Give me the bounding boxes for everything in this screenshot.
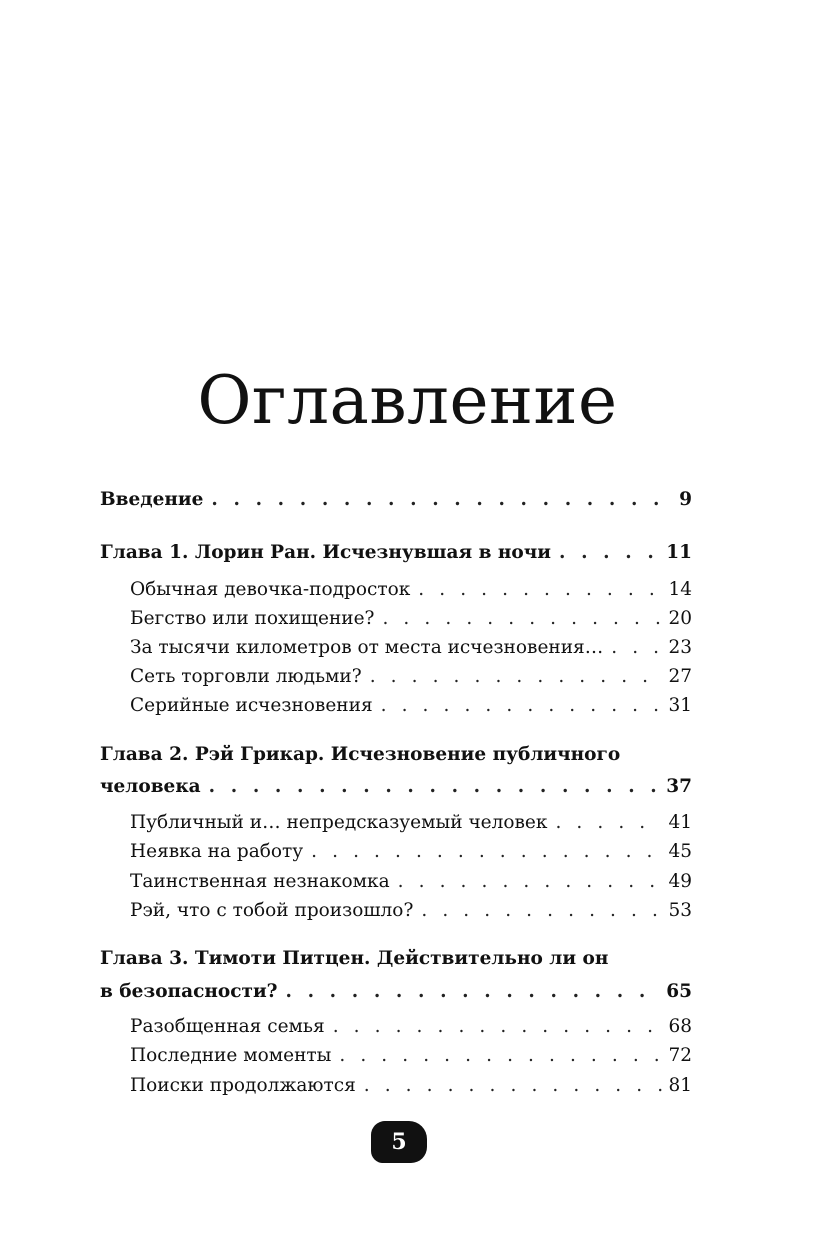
toc-page-number: 45	[668, 841, 692, 862]
toc-page-number: 41	[668, 812, 692, 833]
toc-entry-label: За тысячи километров от места исчезновения…	[130, 637, 604, 658]
leader-dots	[286, 980, 661, 1004]
leader-dots	[611, 636, 662, 660]
toc-subentry[interactable]	[130, 607, 692, 631]
leader-dots	[364, 1074, 663, 1098]
toc-entry-label: Обычная девочка-подросток	[130, 579, 411, 600]
toc-entry-label: Таинственная незнакомка	[130, 871, 390, 892]
toc-subentry[interactable]	[130, 1015, 692, 1039]
toc-entry-label: Разобщенная семья	[130, 1016, 325, 1037]
toc-subentry[interactable]	[130, 811, 692, 835]
leader-dots	[311, 840, 662, 864]
toc-page-number: 31	[668, 695, 692, 716]
toc-entry-chapter-2[interactable]	[100, 775, 692, 799]
toc-page-number: 20	[668, 608, 692, 629]
toc-subentry[interactable]	[130, 840, 692, 864]
leader-dots	[559, 541, 660, 565]
toc-page-number: 9	[679, 489, 692, 510]
leader-dots	[382, 607, 662, 631]
toc-entry-label: в безопасности?	[100, 981, 278, 1002]
toc-page-number: 68	[668, 1016, 692, 1037]
toc-page-number: 65	[666, 981, 692, 1002]
toc-subentry[interactable]	[130, 665, 692, 689]
leader-dots	[418, 578, 662, 602]
leader-dots	[333, 1015, 663, 1039]
toc-entry-label: Введение	[100, 489, 204, 510]
leader-dots	[370, 665, 663, 689]
toc-entry-label: Бегство или похищение?	[130, 608, 375, 629]
leader-dots	[211, 488, 664, 512]
leader-dots	[398, 870, 663, 894]
toc-subentry[interactable]	[130, 1044, 692, 1068]
leader-dots	[421, 899, 662, 923]
toc-page-number: 81	[668, 1075, 692, 1096]
toc-entry-label: Рэй, что с тобой произошло?	[130, 900, 414, 921]
toc-page-number: 23	[668, 637, 692, 658]
toc-entry-label: Поиски продолжаются	[130, 1075, 356, 1096]
toc-page-number: 11	[666, 542, 692, 563]
toc-entry-intro[interactable]	[100, 488, 692, 512]
toc-entry-label: Публичный и… непредсказуемый человек	[130, 812, 548, 833]
toc-page-number: 14	[668, 579, 692, 600]
page-title: Оглавление	[197, 362, 618, 439]
toc-page-number: 49	[668, 871, 692, 892]
toc-subentry[interactable]	[130, 694, 692, 718]
leader-dots	[381, 694, 663, 718]
toc-entry-chapter-2-line1[interactable]: Глава 2. Рэй Грикар. Исчезновение публичного	[100, 744, 621, 765]
leader-dots	[555, 811, 662, 835]
toc-page-number: 37	[666, 776, 692, 797]
toc-entry-chapter-3-line1[interactable]: Глава 3. Тимоти Питцен. Действительно ли он	[100, 948, 609, 969]
toc-page-number: 72	[668, 1045, 692, 1066]
toc-entry-label: Глава 1. Лорин Ран. Исчезнувшая в ночи	[100, 542, 552, 563]
toc-page-number: 27	[668, 666, 692, 687]
toc-subentry[interactable]	[130, 870, 692, 894]
toc-entry-label: Последние моменты	[130, 1045, 332, 1066]
toc-entry-label: Сеть торговли людьми?	[130, 666, 362, 687]
toc-subentry[interactable]	[130, 636, 692, 660]
toc-subentry[interactable]	[130, 899, 692, 923]
toc-page-number: 53	[668, 900, 692, 921]
toc-entry-chapter-1[interactable]	[100, 541, 692, 565]
toc-entry-label: Неявка на работу	[130, 841, 304, 862]
page-number-badge: 5	[371, 1121, 427, 1163]
toc-subentry[interactable]	[130, 578, 692, 602]
toc-entry-chapter-3[interactable]	[100, 980, 692, 1004]
toc-subentry[interactable]	[130, 1074, 692, 1098]
toc-entry-label: человека	[100, 776, 201, 797]
leader-dots	[209, 775, 661, 799]
leader-dots	[339, 1044, 662, 1068]
toc-entry-label: Серийные исчезновения	[130, 695, 373, 716]
